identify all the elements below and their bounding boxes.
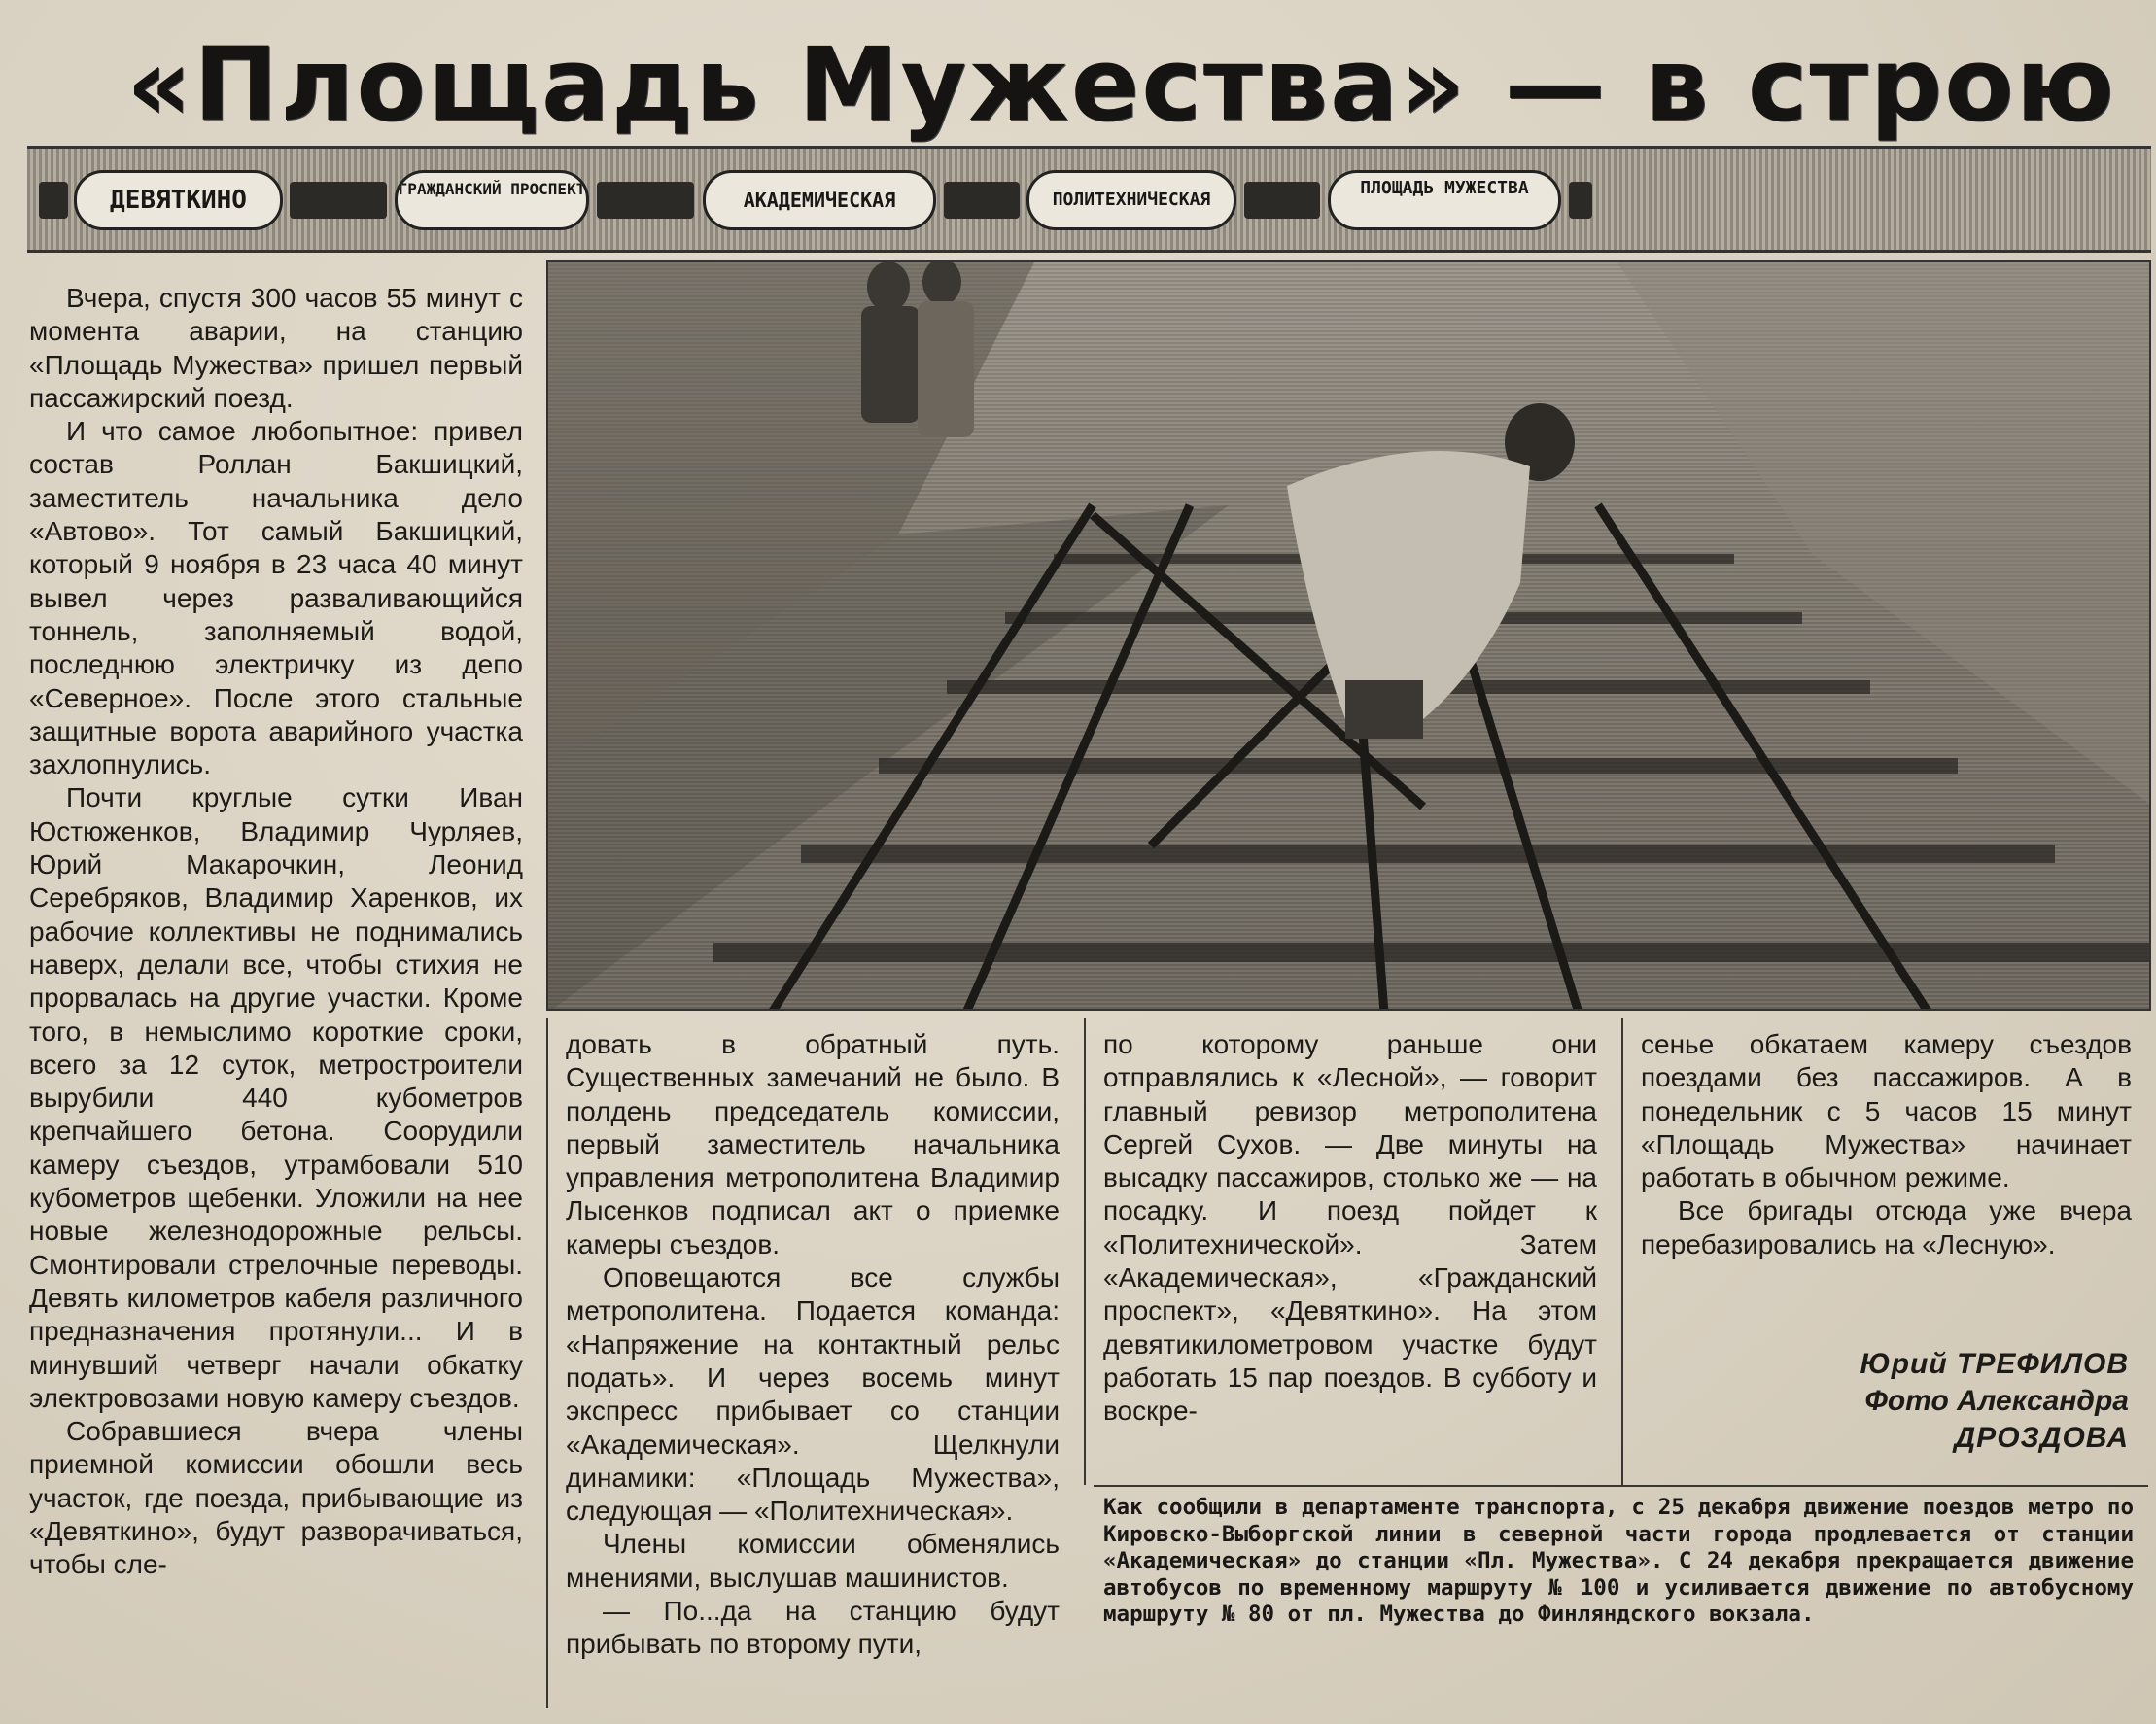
article-column-4 [1641, 1028, 2132, 1261]
banner-ornament [39, 182, 68, 219]
author-name: Юрий ТРЕФИЛОВ [1860, 1348, 2129, 1380]
notice-rule [1094, 1485, 2148, 1487]
article-column-3 [1103, 1028, 1597, 1429]
article-column-2 [566, 1028, 1060, 1662]
article-paragraph: Оповещаются все службы метрополитена. Подается команда: «Напряжение на контактный рельс подать». И через восемь минут экспресс прибывает со станции «Академическая». Щелкнули динамики: «Площадь Мужества», следующая — «Политехническая». [566, 1262, 1060, 1527]
banner-station-2: ГРАЖДАНСКИЙ ПРОСПЕКТ [395, 170, 589, 230]
banner-ornament [597, 182, 694, 219]
photo-track-workers [546, 260, 2151, 1011]
column-rule [546, 1018, 548, 1708]
article-paragraph: Все бригады отсюда уже вчера перебазировались на «Лесную». [1641, 1195, 2132, 1259]
column-rule [1621, 1018, 1623, 1485]
photographer-name: ДРОЗДОВА [1954, 1422, 2129, 1454]
headline: «Площадь Мужества» — в строю [126, 25, 2116, 144]
banner-ornament [1244, 182, 1320, 219]
photo-credit: Фото Александра [1864, 1385, 2129, 1417]
banner-ornament [944, 182, 1020, 219]
article-paragraph: И что самое любопытное: привел состав Роллан Бакшицкий, заместитель начальника дело «Автово». Тот самый Бакшицкий, который 9 ноября в 23 часа 40 минут вывел через разваливающийся тоннель, заполняемый водой, последнюю электричку из депо «Северное». После этого стальные защитные ворота аварийного участка захлопнулись. [29, 416, 523, 780]
banner-station-1: ДЕВЯТКИНО [74, 170, 283, 230]
photo-illustration [548, 262, 2151, 1011]
article-paragraph: по которому раньше они отправлялись к «Лесной», — говорит главный ревизор метрополитена Сергей Сухов. — Две минуты на высадку пассажиров, столько же — на посадку. И поезд пойдет к «Политехнической». Затем «Академическая», «Гражданский проспект», «Девяткино». На этом девятикилометровом участке будут работать 15 пар поездов. В субботу и воскре- [1103, 1029, 1597, 1427]
article-paragraph: Почти круглые сутки Иван Юстюженков, Владимир Чурляев, Юрий Макарочкин, Леонид Серебряков, Владимир Харенков, их рабочие коллективы не поднимались наверх, делали все, чтобы стихия не прорвалась на другие участки. Кроме того, в немыслимо короткие сроки, всего за 12 суток, метростроители вырубили 440 кубометров крепчайшего бетона. Соорудили камеру съездов, утрамбовали 510 кубометров щебенки. Уложили на нее новые железнодорожные рельсы. Смонтировали стрелочные переводы. Девять километров кабеля различного предназначения протянули... И в минувший четверг начали обкатку электровозами новую камеру съездов. [29, 782, 523, 1413]
article-paragraph: — По...да на станцию будут прибывать по второму пути, [566, 1596, 1060, 1660]
article-paragraph: Члены комиссии обменялись мнениями, выслушав машинистов. [566, 1529, 1060, 1593]
banner-station-3: АКАДЕМИЧЕСКАЯ [703, 170, 936, 230]
transport-notice: Как сообщили в департаменте транспорта, с 25 декабря движение поездов метро по Кировско-Выборгской линии в северной части города продлевается от станции «Академическая» до станции «Пл. Мужества». С 24 декабря прекращается движение автобусов по временному маршруту № 100 и усиливается движение по автобусному маршруту № 80 от пл. Мужества до Финляндского вокзала. [1103, 1495, 2134, 1627]
article-paragraph: сенье обкатаем камеру съездов поездами без пассажиров. А в понедельник с 5 часов 15 минут «Площадь Мужества» начинает работать в обычном режиме. [1641, 1029, 2132, 1193]
article-column-1 [29, 282, 523, 1582]
article-paragraph: Вчера, спустя 300 часов 55 минут с момента аварии, на станцию «Площадь Мужества» пришел первый пассажирский поезд. [29, 283, 523, 413]
article-paragraph: Собравшиеся вчера члены приемной комиссии обошли весь участок, где поезда, прибывающие из «Девяткино», будут разворачиваться, чтобы сле- [29, 1416, 523, 1580]
byline [1691, 1346, 2129, 1457]
banner-station-4: ПОЛИТЕХНИЧЕСКАЯ [1026, 170, 1236, 230]
banner-ornament [1569, 182, 1592, 219]
column-rule [1084, 1018, 1086, 1485]
station-banner [27, 146, 2151, 253]
banner-ornament [290, 182, 387, 219]
banner-station-5: ПЛОЩАДЬ МУЖЕСТВА [1328, 170, 1561, 230]
article-paragraph: довать в обратный путь. Существенных замечаний не было. В полдень председатель комиссии, первый заместитель начальника управления метрополитена Владимир Лысенков подписал акт о приемке камеры съездов. [566, 1029, 1060, 1259]
